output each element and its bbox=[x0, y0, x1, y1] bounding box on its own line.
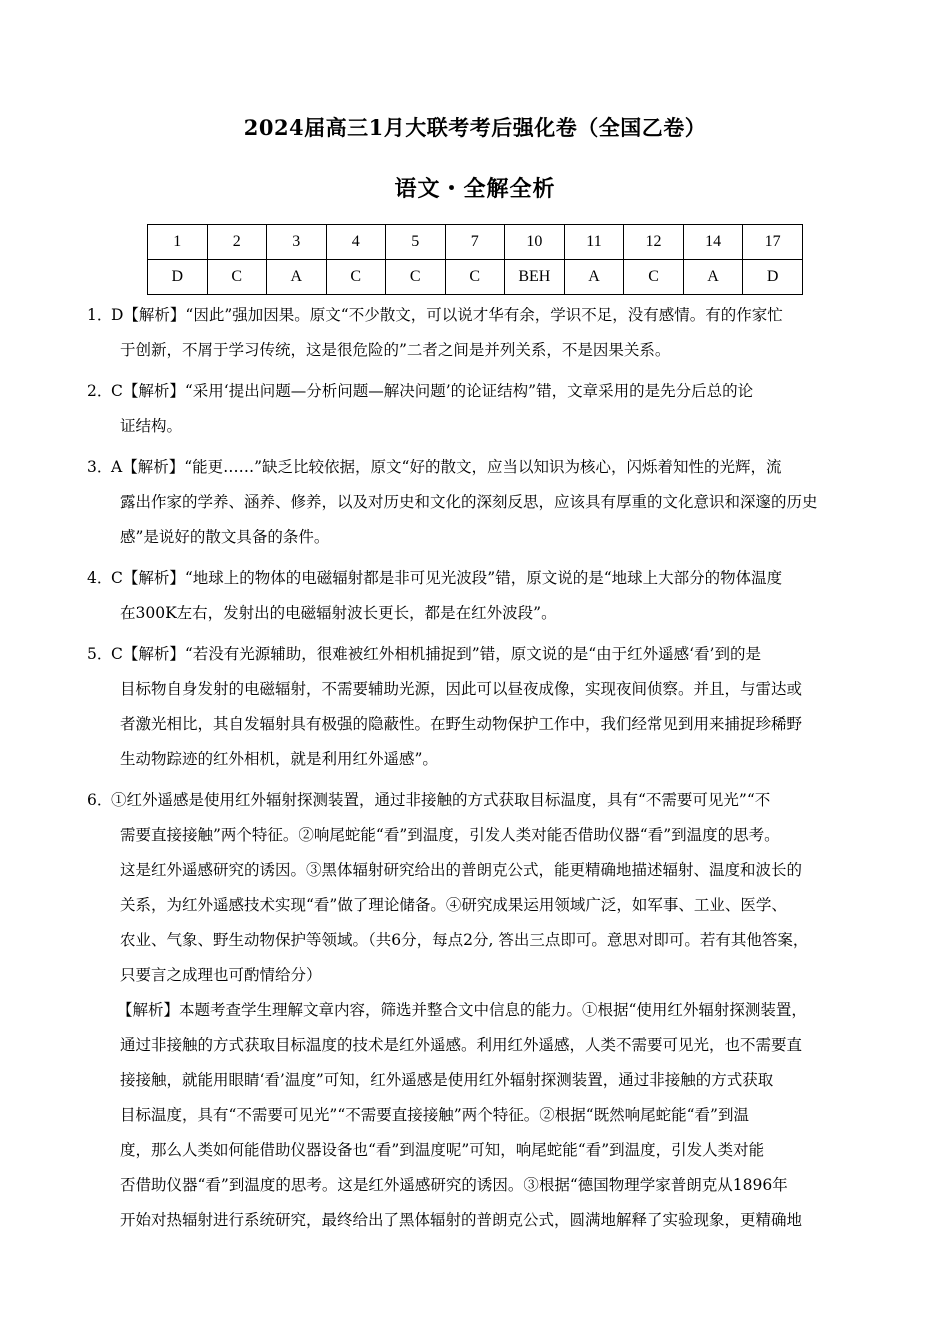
answer-cell: A bbox=[564, 260, 624, 295]
explanation-line: C【解析】“若没有光源辅助，很难被红外相机捕捉到”错，原文说的是“由于红外遥感‘看’到的是 bbox=[111, 645, 761, 663]
answer-table bbox=[147, 224, 803, 295]
item-number: 1． bbox=[87, 306, 113, 324]
analysis-line: 否借助仪器“看”到温度的思考。这是红外遥感研究的诱因。③根据“德国物理学家普朗克从1896年 bbox=[120, 1176, 788, 1194]
explanation-line: C【解析】“地球上的物体的电磁辐射都是非可见光波段”错，原文说的是“地球上大部分的物体温度 bbox=[111, 569, 783, 587]
analysis-line: 接接触，就能用眼睛‘看’温度”可知，红外遥感是使用红外辐射探测装置，通过非接触的方式获取 bbox=[120, 1071, 774, 1089]
document-subtitle: 语文・全解全析 bbox=[394, 176, 556, 202]
answer-cell: C bbox=[326, 260, 386, 295]
explanation-item-6 bbox=[87, 783, 877, 1238]
explanation-line: 关系，为红外遥感技术实现“看”做了理论储备。④研究成果运用领域广泛，如军事、工业、医学、 bbox=[120, 896, 787, 914]
analysis-line: 【解析】本题考查学生理解文章内容，筛选并整合文中信息的能力。①根据“使用红外辐射探测装置， bbox=[117, 1001, 807, 1019]
question-number-cell: 17 bbox=[743, 225, 803, 260]
answer-cell: D bbox=[743, 260, 803, 295]
question-number-cell: 11 bbox=[564, 225, 624, 260]
explanation-line: 露出作家的学养、涵养、修养，以及对历史和文化的深刻反思，应该具有厚重的文化意识和深邃的历史 bbox=[120, 493, 818, 511]
explanation-line: 于创新，不屑于学习传统，这是很危险的”二者之间是并列关系，不是因果关系。 bbox=[120, 341, 671, 359]
explanation-line: 需要直接接触”两个特征。②响尾蛇能“看”到温度，引发人类对能否借助仪器“看”到温度的思考。 bbox=[120, 826, 780, 844]
explanation-line: 证结构。 bbox=[120, 417, 183, 435]
analysis-line: 度，那么人类如何能借助仪器设备也“看”到温度呢”可知，响尾蛇能“看”到温度，引发人类对能 bbox=[120, 1141, 765, 1159]
item-number: 3． bbox=[87, 458, 113, 476]
explanation-item-1 bbox=[87, 298, 877, 368]
item-number: 5． bbox=[87, 645, 113, 663]
question-number-cell: 12 bbox=[624, 225, 684, 260]
answer-cell: D bbox=[148, 260, 208, 295]
item-number: 6． bbox=[87, 791, 113, 809]
answer-cell: BEH bbox=[505, 260, 565, 295]
item-number: 2． bbox=[87, 382, 113, 400]
answer-table-answer-row bbox=[148, 260, 803, 295]
explanation-line: 生动物踪迹的红外相机，就是利用红外遥感”。 bbox=[120, 750, 438, 768]
question-number-cell: 14 bbox=[683, 225, 743, 260]
explanation-item-2 bbox=[87, 374, 877, 444]
explanation-line: ①红外遥感是使用红外辐射探测装置，通过非接触的方式获取目标温度，具有“不需要可见光”“不 bbox=[111, 791, 771, 809]
explanation-line: 农业、气象、野生动物保护等领域。（共6分，每点2分, 答出三点即可。意思对即可。若有其他答案， bbox=[120, 931, 809, 949]
explanation-line: 者激光相比，其自发辐射具有极强的隐蔽性。在野生动物保护工作中，我们经常见到用来捕捉珍稀野 bbox=[120, 715, 803, 733]
answer-cell: A bbox=[683, 260, 743, 295]
analysis-line: 目标温度，具有“不需要可见光”“不需要直接接触”两个特征。②根据“既然响尾蛇能“看”到温 bbox=[120, 1106, 749, 1124]
explanation-line: 在300K左右，发射出的电磁辐射波长更长，都是在红外波段”。 bbox=[120, 604, 557, 622]
analysis-block bbox=[87, 993, 877, 1238]
explanation-line: 这是红外遥感研究的诱因。③黑体辐射研究给出的普朗克公式，能更精确地描述辐射、温度和波长的 bbox=[120, 861, 803, 879]
explanation-line: A【解析】“能更……”缺乏比较依据，原文“好的散文，应当以知识为核心，闪烁着知性的光辉，流 bbox=[111, 458, 782, 476]
question-number-cell: 7 bbox=[445, 225, 505, 260]
explanation-line: D【解析】“因此”强加因果。原文“不少散文，可以说才华有余，学识不足，没有感情。有的作家忙 bbox=[111, 306, 783, 324]
document-title: 2024届高三1月大联考考后强化卷（全国乙卷） bbox=[243, 115, 707, 140]
question-number-cell: 5 bbox=[386, 225, 446, 260]
question-number-cell: 10 bbox=[505, 225, 565, 260]
explanation-item-4 bbox=[87, 561, 877, 631]
explanation-line: C【解析】“采用‘提出问题—分析问题—解决问题’的论证结构”错，文章采用的是先分后总的论 bbox=[111, 382, 754, 400]
explanation-line: 目标物自身发射的电磁辐射，不需要辅助光源，因此可以昼夜成像，实现夜间侦察。并且，与雷达或 bbox=[120, 680, 803, 698]
analysis-line: 通过非接触的方式获取目标温度的技术是红外遥感。利用红外遥感，人类不需要可见光，也不需要直 bbox=[120, 1036, 803, 1054]
answer-cell: C bbox=[207, 260, 267, 295]
explanation-item-5 bbox=[87, 637, 877, 777]
item-number: 4． bbox=[87, 569, 113, 587]
answer-table-question-row bbox=[148, 225, 803, 260]
explanation-body bbox=[87, 298, 877, 1244]
answer-cell: C bbox=[386, 260, 446, 295]
question-number-cell: 3 bbox=[267, 225, 327, 260]
explanation-line: 感”是说好的散文具备的条件。 bbox=[120, 528, 330, 546]
analysis-line: 开始对热辐射进行系统研究，最终给出了黑体辐射的普朗克公式，圆满地解释了实验现象，更精确地 bbox=[120, 1211, 803, 1229]
answer-cell: A bbox=[267, 260, 327, 295]
question-number-cell: 4 bbox=[326, 225, 386, 260]
question-number-cell: 1 bbox=[148, 225, 208, 260]
explanation-line: 只要言之成理也可酌情给分） bbox=[120, 966, 322, 984]
question-number-cell: 2 bbox=[207, 225, 267, 260]
answer-cell: C bbox=[445, 260, 505, 295]
answer-cell: C bbox=[624, 260, 684, 295]
explanation-item-3 bbox=[87, 450, 877, 555]
